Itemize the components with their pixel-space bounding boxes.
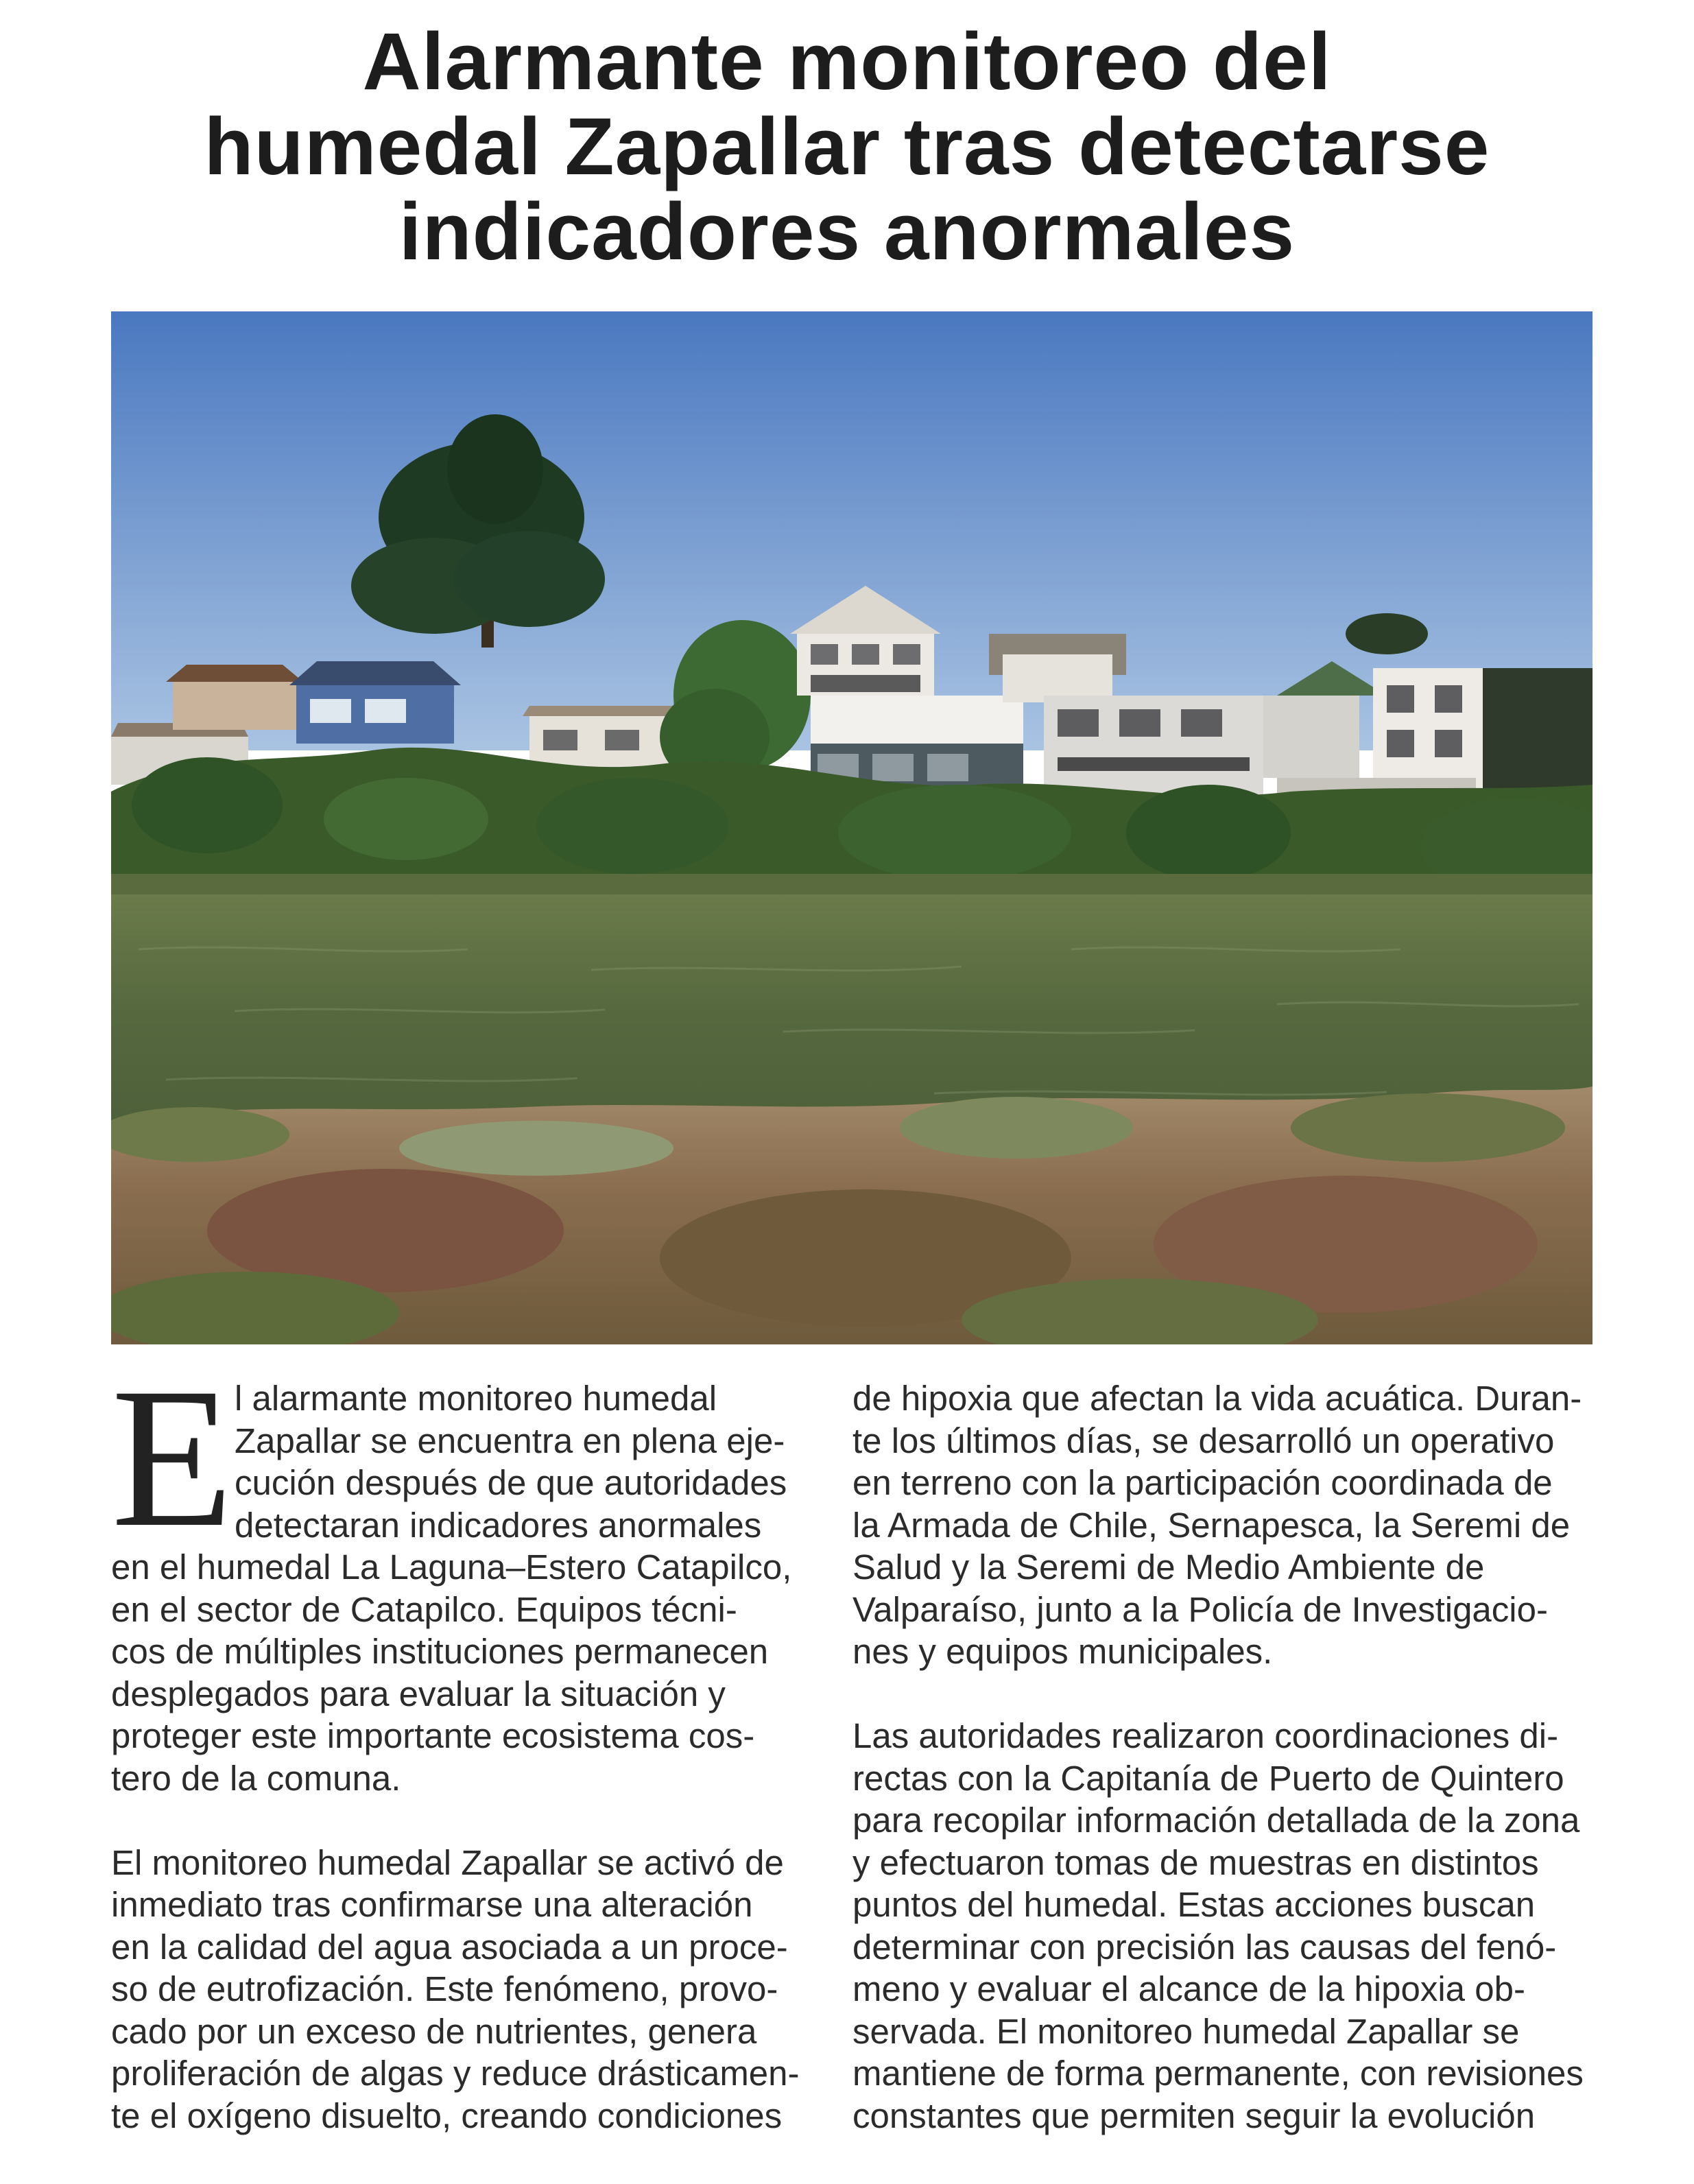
text-line: tero de la comuna. xyxy=(111,1758,401,1798)
text-line: desplegados para evaluar la situación y xyxy=(111,1674,726,1713)
text-line: puntos del humedal. Estas acciones buscan xyxy=(852,1885,1536,1924)
text-line: rectas con la Capitanía de Puerto de Quintero xyxy=(852,1758,1564,1798)
text-line: cución después de que autoridades xyxy=(235,1463,787,1502)
text-line: cos de múltiples instituciones permanecen xyxy=(111,1632,769,1671)
lagoon-photo-illustration xyxy=(111,311,1592,1344)
text-line: la Armada de Chile, Sernapesca, la Seremi de xyxy=(852,1505,1571,1545)
text-line: cado por un exceso de nutrientes, genera xyxy=(111,2011,757,2051)
article-column-left xyxy=(111,1347,804,2179)
text-line: l alarmante monitoreo humedal xyxy=(235,1379,717,1418)
text-line: Zapallar se encuentra en plena eje- xyxy=(235,1421,785,1460)
paragraph-2 xyxy=(111,1842,804,2137)
text-line: inmediato tras confirmarse una alteración xyxy=(111,1885,753,1924)
text-line: proteger este importante ecosistema cos- xyxy=(111,1716,755,1755)
article-photo xyxy=(111,311,1592,1344)
text-line: de hipoxia que afectan la vida acuática. Duran- xyxy=(852,1379,1582,1418)
text-line: Valparaíso, junto a la Policía de Investigacio- xyxy=(852,1589,1548,1629)
article-column-right xyxy=(852,1377,1584,2179)
text-line: so de eutrofización. Este fenómeno, provo- xyxy=(111,1969,778,2008)
text-line: servada. El monitoreo humedal Zapallar se xyxy=(852,2011,1520,2051)
text-line: Salud y la Seremi de Medio Ambiente de xyxy=(852,1547,1485,1587)
first-paragraph-block xyxy=(111,1347,804,1799)
text-line: meno y evaluar el alcance de la hipoxia ob- xyxy=(852,1969,1525,2008)
paragraph-4 xyxy=(852,1715,1584,2137)
text-line: proliferación de algas y reduce drásticamen- xyxy=(111,2054,800,2093)
text-line: Las autoridades realizaron coordinaciones di- xyxy=(852,1716,1559,1755)
text-line: determinar con precisión las causas del fenó- xyxy=(852,1927,1557,1967)
text-line: en el humedal La Laguna–Estero Catapilco, xyxy=(111,1547,792,1587)
text-line: en la calidad del agua asociada a un proce- xyxy=(111,1927,788,1967)
drop-cap-letter: E xyxy=(111,1347,234,1569)
text-line: te los últimos días, se desarrolló un operativo xyxy=(852,1421,1555,1460)
text-line: detectaran indicadores anormales xyxy=(235,1505,762,1545)
text-line: El monitoreo humedal Zapallar se activó de xyxy=(111,1842,784,1882)
article-headline xyxy=(0,16,1694,277)
text-line: y efectuaron tomas de muestras en distintos xyxy=(852,1842,1539,1882)
text-line: en el sector de Catapilco. Equipos técni- xyxy=(111,1589,737,1629)
text-line: en terreno con la participación coordinada de xyxy=(852,1463,1553,1502)
text-line: constantes que permiten seguir la evolución xyxy=(852,2096,1536,2135)
headline-line-1: Alarmante monitoreo del xyxy=(362,16,1332,107)
text-line: te el oxígeno disuelto, creando condiciones xyxy=(111,2096,783,2135)
text-line: nes y equipos municipales. xyxy=(852,1632,1273,1671)
text-line: mantiene de forma permanente, con revisiones xyxy=(852,2054,1584,2093)
headline-line-3: indicadores anormales xyxy=(398,187,1296,277)
paragraph-3 xyxy=(852,1377,1582,1673)
headline-line-2: humedal Zapallar tras detectarse xyxy=(204,102,1490,192)
text-line: para recopilar información detallada de la zona xyxy=(852,1801,1580,1840)
